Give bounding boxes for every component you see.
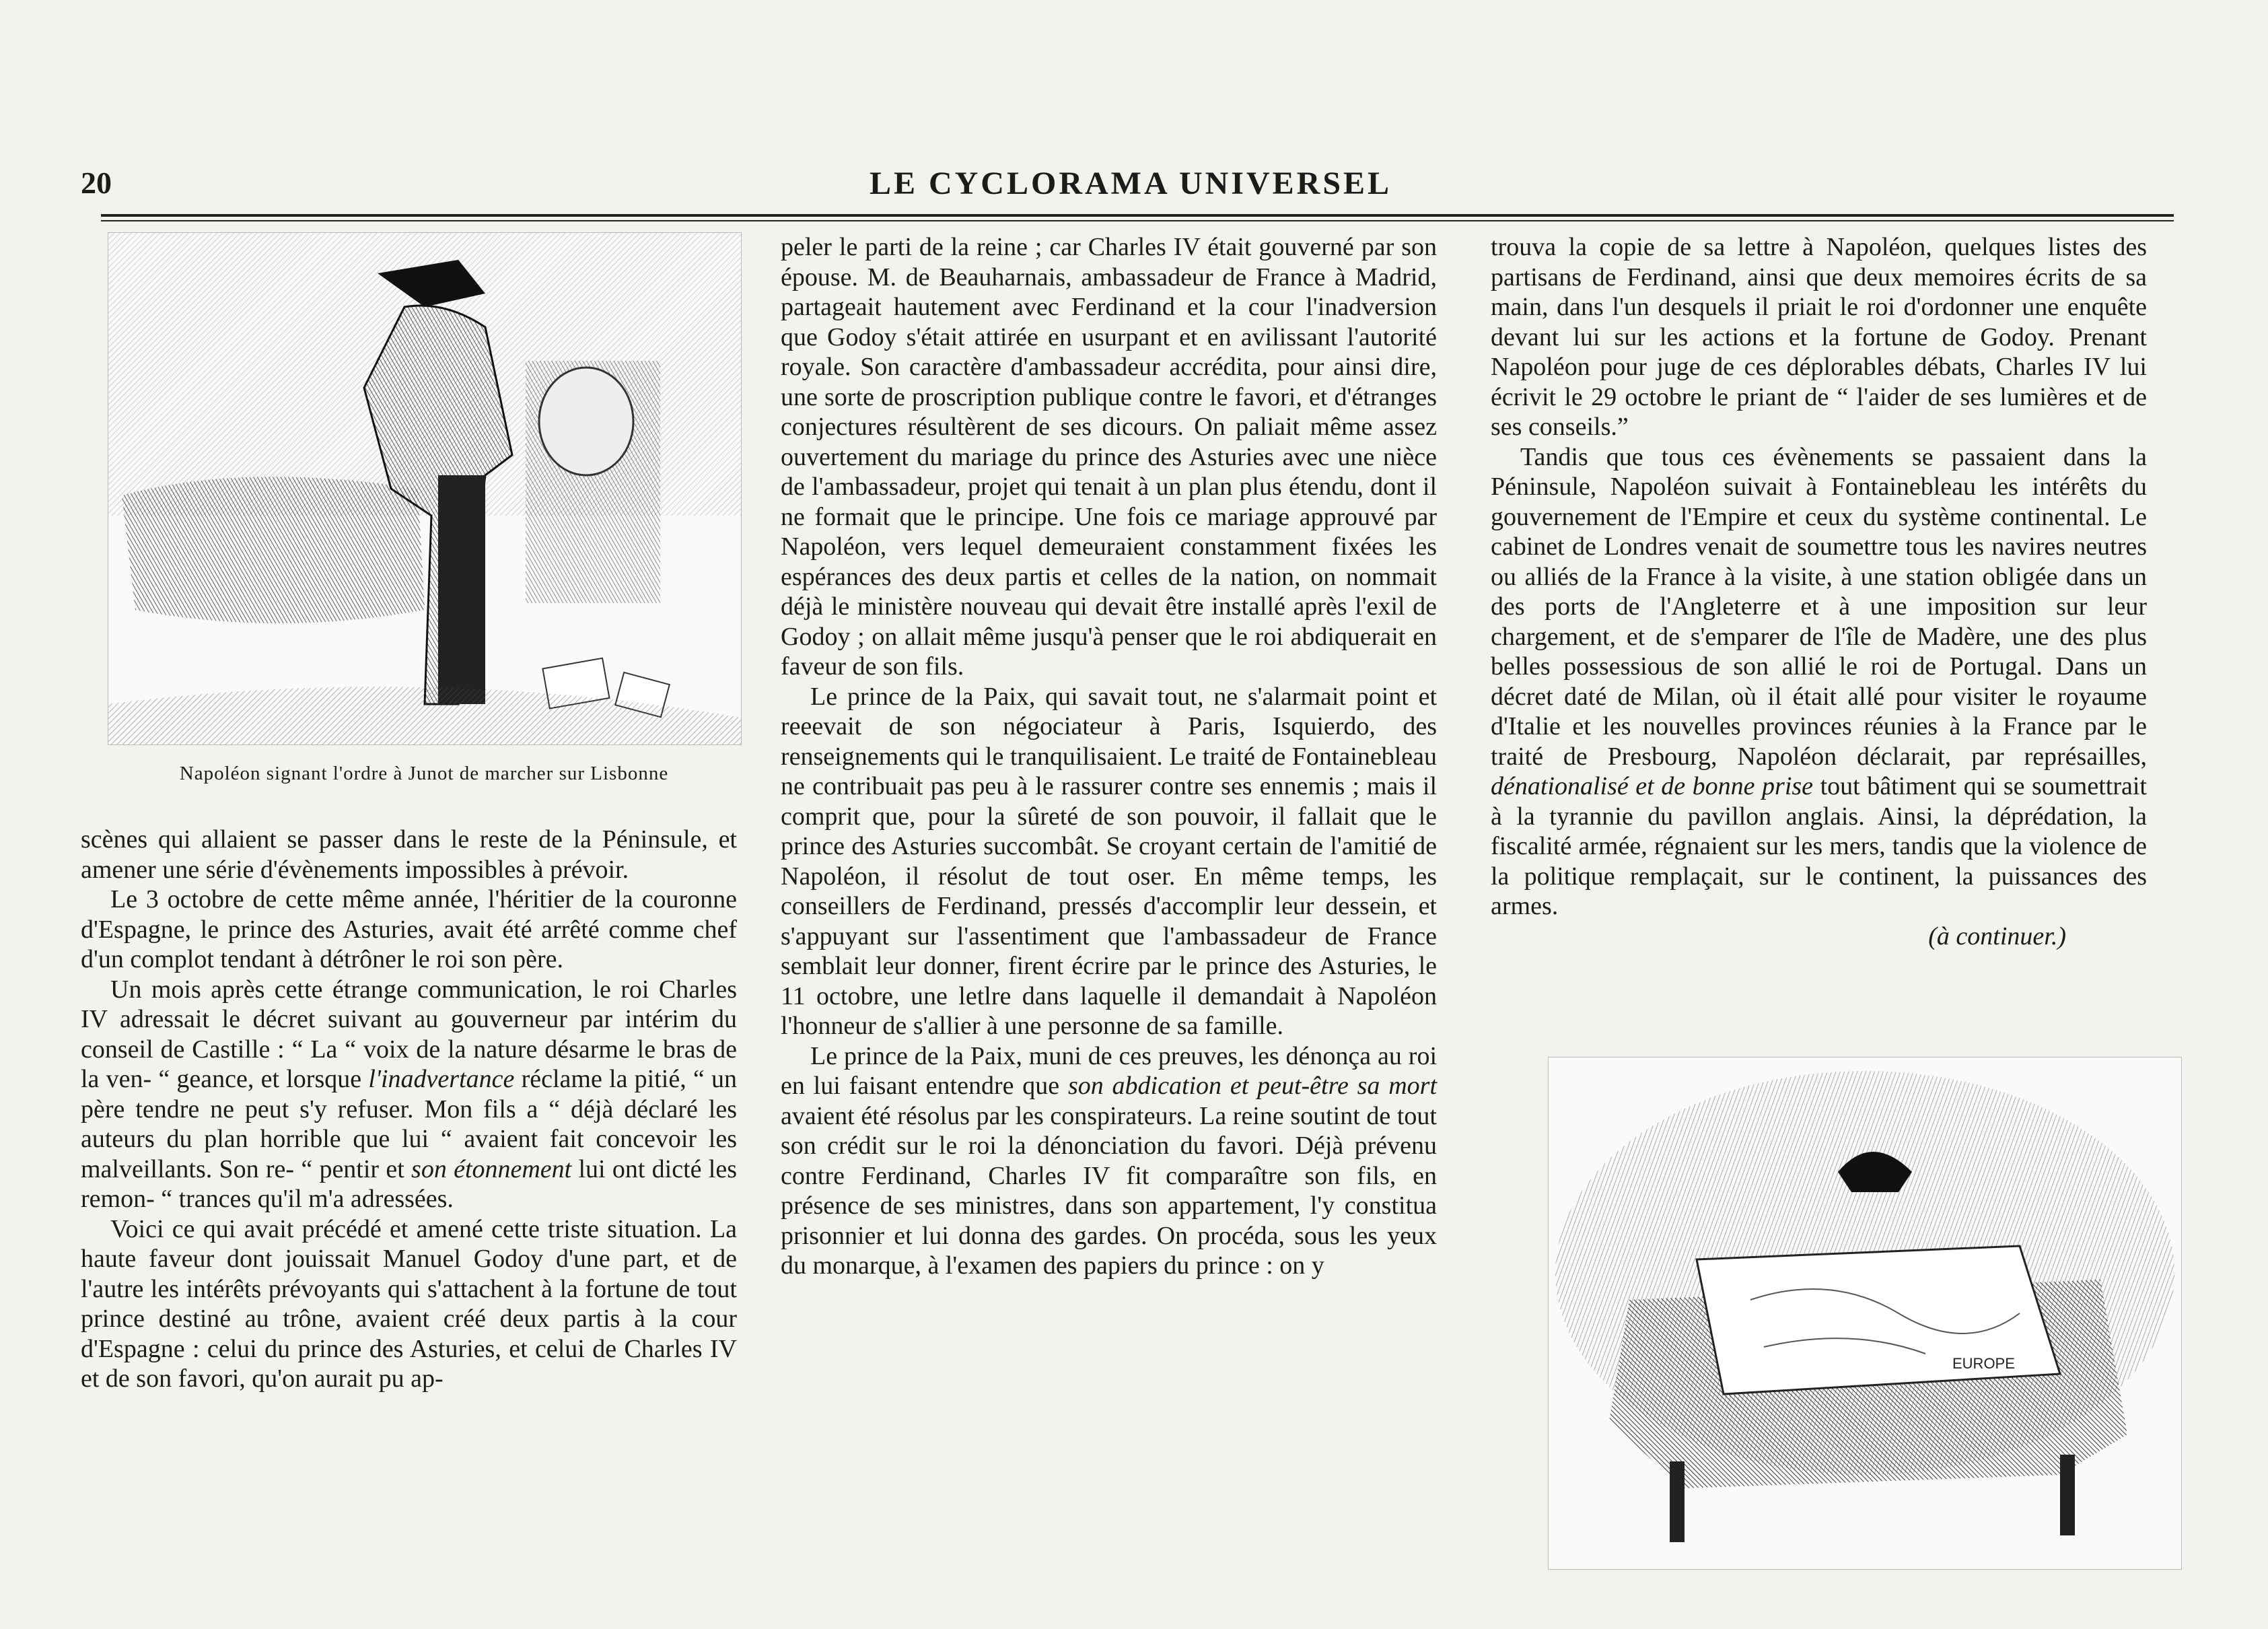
illustration-caption: Napoléon signant l'ordre à Junot de marcher sur Lisbonne	[179, 763, 669, 784]
paragraph	[781, 1041, 1437, 1281]
continued-note: (à continuer.)	[1928, 922, 2066, 950]
paragraph: Le 3 octobre de cette même année, l'héritier de la couronne d'Espagne, le prince des Asturies, avait été arrêté comme chef d'un complot tendant à détrôner le roi son père.	[81, 885, 737, 973]
running-title: LE CYCLORAMA UNIVERSEL	[869, 166, 1392, 201]
header-rule-thin	[101, 220, 2174, 221]
text-run: tout bâtiment qui se soumettrait à la tyrannie du pavillon anglais. Ainsi, la déprédation, la fiscalité armée, régnaient sur les mers, tandis que la violence de la politique remplaçait, sur le continent, la puissances des armes.	[1491, 772, 2147, 920]
text-run: lui ont dicté les remon- “ trances qu'il m'a adressées.	[81, 1154, 738, 1213]
napoleon-engraving	[108, 232, 742, 745]
paragraph: Voici ce qui avait précédé et amené cette triste situation. La haute faveur dont jouissait Manuel Godoy d'une part, et de l'autre les intérêts prévoyants qui s'attachent à la fortune de tout prince destiné au trône, avaient créé deux partis à la cour d'Espagne : celui du prince des Asturies, et celui de Charles IV et de son favori, qu'on aurait pu ap-	[81, 1214, 737, 1393]
header-rule	[101, 214, 2174, 217]
paragraph	[1491, 442, 2147, 922]
paragraph	[81, 975, 737, 1214]
paragraph: Le prince de la Paix, qui savait tout, ne s'alarmait point et reeevait de son négociateur à Paris, Isquierdo, des renseignements qui le tranquilisaient. Le traité de Fontainebleau ne contribuait pas peu à le rassurer contre ses ennemis ; mais il comprit que, pour la sûreté de son pouvoir, il fallait que le prince des Asturies succombât. Se croyant certain de l'amitié de Napoléon, il résolut de tout oser. En même temps, les conseillers de Ferdinand, pressés d'accomplir leur dessein, et s'appuyant sur l'assentiment que l'ambassadeur de France semblait leur donner, firent écrire par le prince des Asturies, le 11 octobre, une letlre dans laquelle il demandait à Napoléon l'honneur de s'allier à une personne de sa famille.	[781, 682, 1438, 1040]
italic-text: dénationalisé et de bonne prise	[1491, 772, 1814, 800]
map-table-engraving	[1548, 1057, 2182, 1570]
page-number: 20	[81, 166, 112, 200]
paragraph: scènes qui allaient se passer dans le reste de la Péninsule, et amener une série d'évènements impossibles à prévoir.	[81, 825, 737, 884]
text-run: avaient été résolus par les conspirateurs. La reine soutint de tout son crédit sur le roi la dénonciation du favori. Déjà prévenu contre Ferdinand, Charles IV fit comparaître son fils, en présence de ses ministres, dans son appartement, l'y constitua prisonnier et lui donna des gardes. On procéda, sous les yeux du monarque, à l'examen des papiers du prince : on y	[781, 1101, 1437, 1280]
paragraph: trouva la copie de sa lettre à Napoléon, quelques listes des partisans de Ferdinand, ainsi que deux memoires écrits de sa main, dans l'un desquels il priait le roi d'ordonner une enquête devant lui sur les actions et la fortune de Godoy. Prenant Napoléon pour juge de ces déplorables débats, Charles IV lui écrivit le 29 octobre le priant de “ l'aider de ses lumières et de ses conseils.”	[1491, 233, 2147, 441]
italic-text: son étonnement	[411, 1154, 572, 1183]
map-label: EUROPE	[1952, 1355, 2015, 1372]
page-header	[81, 165, 2181, 212]
text-run: Le prince de la Paix, muni de ces preuves, les dénonça au roi en lui faisant entendre que	[781, 1041, 1437, 1100]
text-column-2	[781, 232, 1437, 1281]
text-run: Tandis que tous ces évènements se passaient dans la Péninsule, Napoléon suivait à Fontainebleau les intérêts du gouvernement de l'Empire et ceux du système continental. Le cabinet de Londres venait de soumettre tous les navires neutres ou alliés de la France à la visite, à une station obligée dans un des ports de l'Angleterre et à une imposition sur leur chargement, et de s'emparer de l'île de Madère, une des plus belles possessious de son allié le roi de Portugal. Dans un décret daté de Milan, où il était allé pour visiter le royaume d'Italie et les nouvelles provinces réunies à la France par le traité de Presbourg, Napoléon déclarait, par représailles,	[1491, 442, 2147, 771]
paragraph: peler le parti de la reine ; car Charles IV était gouverné par son épouse. M. de Beauharnais, ambassadeur de France à Madrid, partageait hautement avec Ferdinand et la cour l'inadversion que Godoy s'était attirée en usurpant et en avilissant l'autorité royale. Son caractère d'ambassadeur accrédita, pour ainsi dire, une sorte de proscription publique contre le favori, et d'étranges conjectures résultèrent de ses dicours. On paliait même assez ouvertement du mariage du prince des Asturies avec une nièce de l'ambassadeur, projet qui tenait à un plan plus étendu, dont il ne formait que le principe. Une fois ce mariage approuvé par Napoléon, vers lequel demeuraient constamment fixées les espérances des deux partis et celles de la nation, on nommait déjà le ministère nouveau qui devait être installé après l'exil de Godoy ; on allait même jusqu'à penser que le roi abdiquerait en faveur de son fils.	[781, 233, 1437, 681]
italic-text: son abdication et peut-être sa mort	[1067, 1072, 1437, 1100]
text-run: réclame la pitié, “ un père tendre ne peut s'y refuser. Mon fils a “ déjà déclaré les auteurs du plan horrible que lui “ avaient fait concevoir les malveillants. Son re- “ pentir et	[81, 1065, 737, 1183]
text-column-1	[81, 825, 737, 1394]
text-run: Un mois après cette étrange communication, le roi Charles IV adressait le décret suivant au gouverneur par intérim du conseil de Castille : “ La “ voix de la nature désarme le bras de la ven- “ geance, et lorsque	[81, 975, 737, 1093]
text-column-3	[1491, 232, 2147, 951]
italic-text: l'inadvertance	[368, 1065, 515, 1093]
